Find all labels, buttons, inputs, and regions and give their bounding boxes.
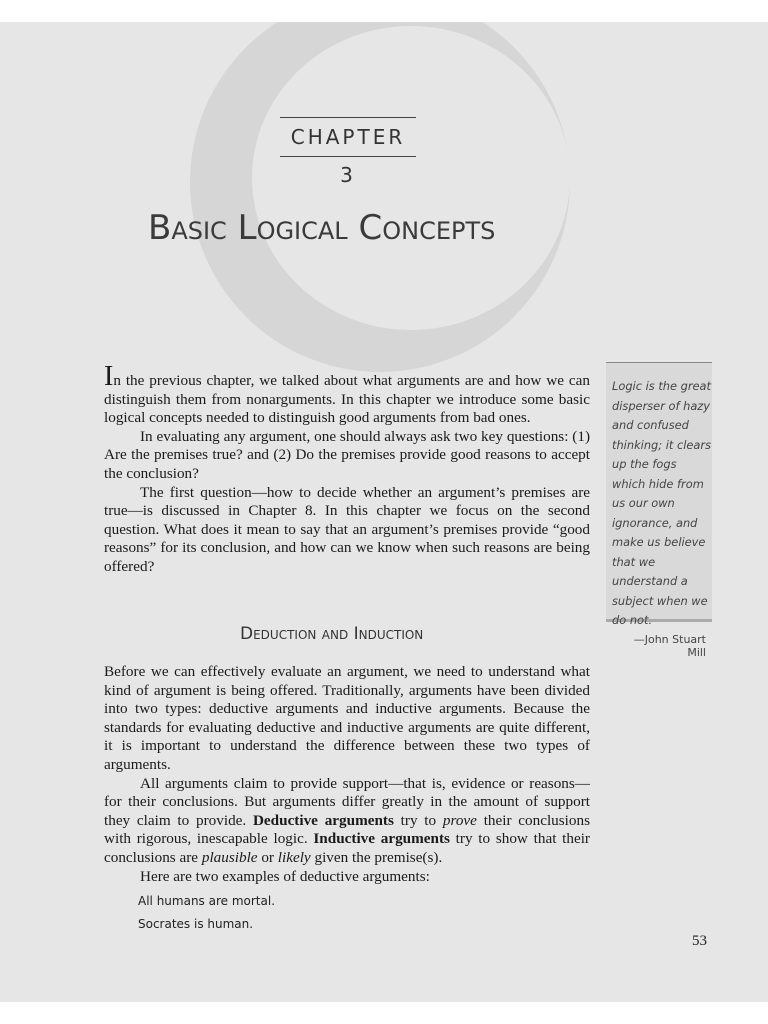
term-deductive: Deductive arguments [252,811,394,829]
intro-text [104,361,590,577]
section-paragraph-3: Here are two examples of deductive arguments: [140,867,430,885]
margin-quote-box [606,362,712,659]
chapter-label: CHAPTER 3 [280,117,416,157]
intro-paragraph-1 [104,361,590,428]
quote-attribution: —John Stuart Mill [633,632,706,659]
example-premise-1: All humans are mortal. [138,894,276,908]
p2-text-b: try to [393,811,443,829]
emph-likely: likely [277,848,311,866]
p2-text-c: their conclusions with rigorous, inescapable logic. [104,811,591,848]
page-number: 53 [692,933,707,949]
example-premise-2: Socrates is human. [138,917,254,931]
term-inductive: Inductive arguments [313,830,450,848]
p2-text-a: All arguments claim to provide support—that is, evidence or reasons—for their conclusions. But arguments differ greatly in the amount of support they claim to provide. [104,774,590,829]
emph-prove: prove [442,811,477,829]
p2-text-d: try to show that their conclusions are [104,830,590,866]
intro-paragraph-1-text: n the previous chapter, we talked about what arguments are and how we can distinguish them from nonarguments. In this chapter we introduce some basic logical concepts needed to distinguish good arguments from bad ones. [104,372,590,427]
section-text [104,663,590,886]
margin-quote: Logic is the great disperser of hazy and confused thinking; it clears up the fogs which hide from us our own ignorance, and make us believe that we understand a subject when we do not. [612,379,712,627]
drop-cap: I [104,361,114,392]
section-paragraph-2 [104,775,590,868]
p2-text-f: given the premise(s). [310,848,443,866]
decorative-ring-inner [252,26,570,330]
book-page [0,22,768,1002]
intro-paragraph-2: In evaluating any argument, one should always ask two key questions: (1) Are the premises true? and (2) Do the premises provide good reasons to accept the conclusion? [104,427,590,482]
emph-plausible: plausible [201,848,258,866]
chapter-title: Basic Logical Concepts [148,208,496,248]
section-heading: Deduction and Induction [240,624,424,644]
p2-text-e: or [257,848,278,866]
section-paragraph-1: Before we can effectively evaluate an argument, we need to understand what kind of argument is being offered. Traditionally, arguments have been divided into two types: deductive arguments and inductive arguments. Because the standards for evaluating deductive and inductive arguments are quite different, it is important to understand the difference between these two types of arguments. [104,663,590,773]
intro-paragraph-3: The first question—how to decide whether an argument’s premises are true—is discussed in Chapter 8. In this chapter we focus on the second question. What does it mean to say that an argument’s premises provide “good reasons” for its conclusion, and how can we know when such reasons are being offered? [104,483,590,575]
